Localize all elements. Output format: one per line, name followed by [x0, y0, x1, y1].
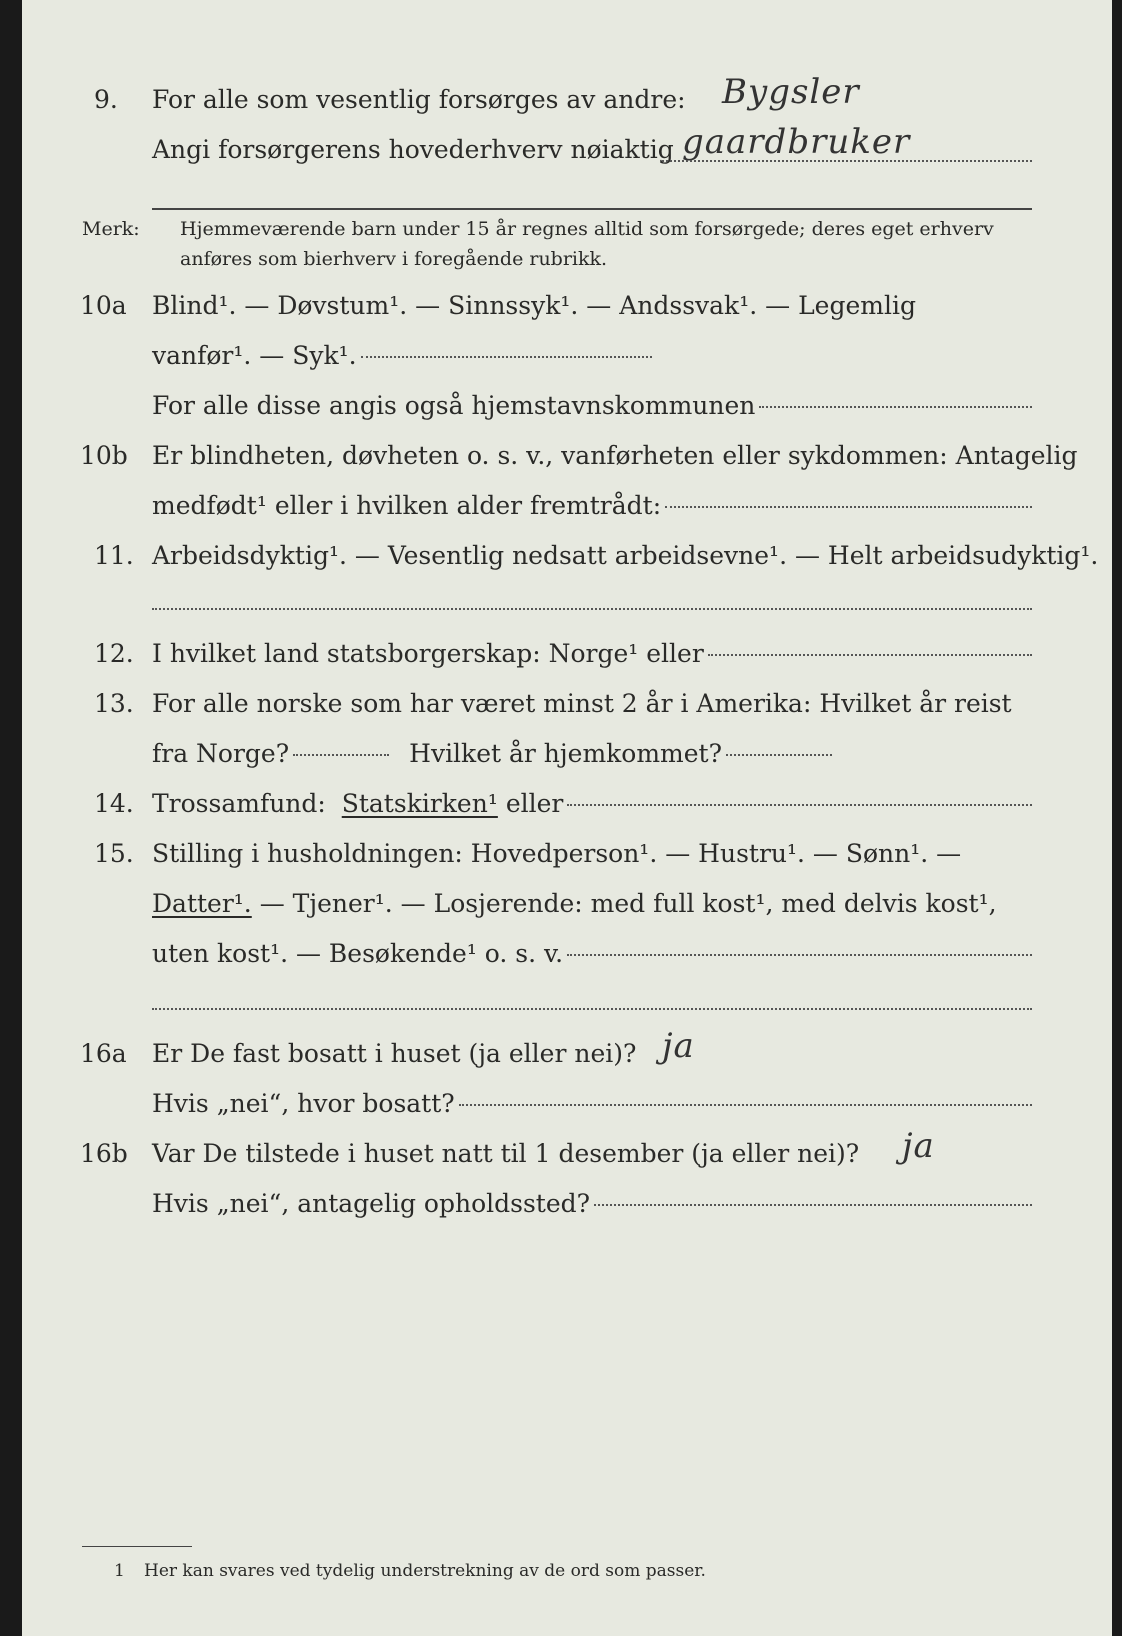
q12-row-1 — [22, 634, 1112, 674]
q9-line-2: Angi forsørgerens hovederhverv nøiaktig — [152, 135, 674, 164]
q10a-number: 10a — [80, 291, 127, 320]
merk-line-1: Hjemmeværende barn under 15 år regnes alltid som forsørgede; deres eget erhverv — [180, 218, 994, 240]
q9-number: 9. — [94, 85, 118, 114]
census-form-page — [22, 0, 1112, 1636]
footnote-row — [22, 1556, 1112, 1586]
separator-rule — [152, 208, 1032, 210]
footnote-mark: 1 — [114, 1561, 125, 1581]
q10a-row-3 — [22, 386, 1112, 426]
q13-row-2 — [22, 734, 1112, 774]
q16b-handwritten-answer: ja — [902, 1126, 935, 1166]
q16b-fill-line — [594, 1204, 1032, 1206]
q11-fill-line — [152, 608, 1032, 610]
q16a-handwritten-answer: ja — [662, 1026, 695, 1066]
q11-number: 11. — [94, 541, 134, 570]
q10b-line-2: medfødt¹ eller i hvilken alder fremtrådt: — [152, 491, 662, 520]
q15-line-3: uten kost¹. — Besøkende¹ o. s. v. — [152, 939, 564, 968]
q13-line-1: For alle norske som har været minst 2 år i Amerika: Hvilket år reist — [152, 689, 1012, 718]
q12-fill-line — [708, 654, 1032, 656]
q9-handwritten-answer-1: Bygsler — [722, 72, 860, 112]
q10b-row-1 — [22, 436, 1112, 476]
q13-fill-line-1 — [293, 754, 389, 756]
q10a-fill-line-1 — [361, 356, 652, 358]
q16b-row-2 — [22, 1184, 1112, 1224]
q10a-row-2 — [22, 336, 1112, 376]
q13-line-2a: fra Norge? — [152, 739, 290, 768]
merk-label: Merk: — [82, 218, 140, 240]
q10a-fill-line-2 — [759, 406, 1032, 408]
q14-number: 14. — [94, 789, 134, 818]
q15-fill-line-2 — [152, 1008, 1032, 1010]
q12-line-1: I hvilket land statsborgerskap: Norge¹ eller — [152, 639, 704, 668]
merk-row-2 — [22, 244, 1112, 274]
q13-line-2b: Hvilket år hjemkommet? — [409, 739, 723, 768]
q11-line-1: Arbeidsdyktig¹. — Vesentlig nedsatt arbeidsevne¹. — Helt arbeidsudyktig¹. — [152, 541, 1099, 570]
q9-answer-line — [662, 160, 1032, 162]
q15-row-2 — [22, 884, 1112, 924]
q10b-fill-line — [665, 506, 1032, 508]
q9-handwritten-answer-2: gaardbruker — [682, 122, 911, 162]
q10a-row-1 — [22, 286, 1112, 326]
q15-row-1 — [22, 834, 1112, 874]
footnote-text: Her kan svares ved tydelig understrekning av de ord som passer. — [144, 1561, 706, 1581]
q13-row-1 — [22, 684, 1112, 724]
q16b-number: 16b — [80, 1139, 128, 1168]
q16a-line-2: Hvis „nei“, hvor bosatt? — [152, 1089, 455, 1118]
q16a-number: 16a — [80, 1039, 127, 1068]
q15-underlined-answer: Datter¹. — [152, 889, 252, 918]
q11-row-1 — [22, 536, 1112, 576]
q9-line-1: For alle som vesentlig forsørges av andre: — [152, 85, 686, 114]
merk-row-1 — [22, 214, 1112, 244]
q10a-line-1: Blind¹. — Døvstum¹. — Sinnssyk¹. — Andssvak¹. — Legemlig — [152, 291, 916, 320]
q16a-fill-line — [459, 1104, 1032, 1106]
q15-line-2-rest: — Tjener¹. — Losjerende: med full kost¹, med delvis kost¹, — [259, 889, 997, 918]
q16b-line-1: Var De tilstede i huset natt til 1 desember (ja eller nei)? — [152, 1139, 860, 1168]
q16b-row-1 — [22, 1134, 1112, 1174]
q14-underlined-answer: Statskirken¹ — [341, 789, 498, 818]
q14-fill-line — [567, 804, 1032, 806]
q9-row-2 — [22, 130, 1112, 170]
q10b-row-2 — [22, 486, 1112, 526]
q10b-number: 10b — [80, 441, 128, 470]
footnote-rule — [82, 1546, 192, 1547]
q16b-line-2: Hvis „nei“, antagelig opholdssted? — [152, 1189, 591, 1218]
q15-row-3 — [22, 934, 1112, 974]
q14-rest: eller — [505, 789, 564, 818]
q10a-line-2: vanfør¹. — Syk¹. — [152, 341, 357, 370]
q9-row-1 — [22, 80, 1112, 120]
merk-line-2: anføres som bierhverv i foregående rubrikk. — [180, 248, 608, 270]
q14-label: Trossamfund: — [152, 789, 326, 818]
q10a-line-3: For alle disse angis også hjemstavnskommunen — [152, 391, 756, 420]
q15-fill-line-1 — [567, 954, 1032, 956]
q14-row-1 — [22, 784, 1112, 824]
q13-fill-line-2 — [726, 754, 832, 756]
q12-number: 12. — [94, 639, 134, 668]
q16a-line-1: Er De fast bosatt i huset (ja eller nei)? — [152, 1039, 637, 1068]
q16a-row-1 — [22, 1034, 1112, 1074]
q13-number: 13. — [94, 689, 134, 718]
q16a-row-2 — [22, 1084, 1112, 1124]
q10b-line-1: Er blindheten, døvheten o. s. v., vanførheten eller sykdommen: Antagelig — [152, 441, 1078, 470]
q15-number: 15. — [94, 839, 134, 868]
q15-line-1: Stilling i husholdningen: Hovedperson¹. — Hustru¹. — Sønn¹. — — [152, 839, 962, 868]
